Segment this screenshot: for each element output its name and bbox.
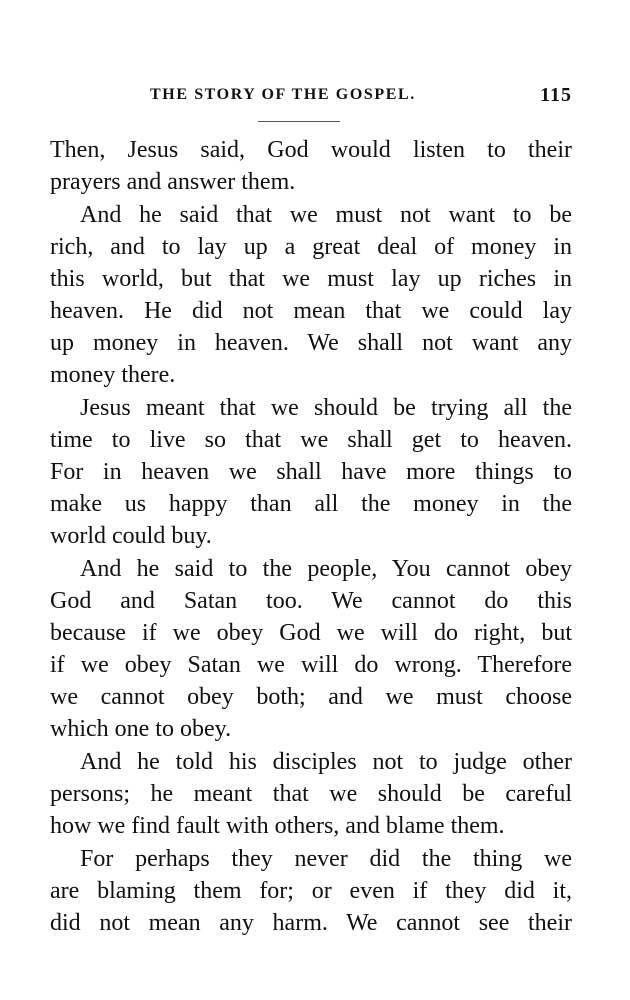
- text-line: For perhaps they never did the thing we: [80, 846, 572, 872]
- text-line: up money in heaven. We shall not want any: [50, 330, 572, 356]
- text-line: prayers and answer them.: [50, 169, 296, 195]
- text-line: money there.: [50, 362, 176, 388]
- text-line: rich, and to lay up a great deal of money in: [50, 234, 572, 260]
- text-line: And he said that we must not want to be: [80, 202, 572, 228]
- text-line: world could buy.: [50, 523, 212, 549]
- text-line: how we find fault with others, and blame them.: [50, 813, 505, 839]
- text-line: Jesus meant that we should be trying all the: [80, 395, 572, 421]
- text-line: because if we obey God we will do right, but: [50, 620, 572, 646]
- text-line: persons; he meant that we should be careful: [50, 781, 572, 807]
- text-line: are blaming them for; or even if they did it,: [50, 878, 572, 904]
- text-line: make us happy than all the money in the: [50, 491, 572, 517]
- text-line: God and Satan too. We cannot do this: [50, 588, 572, 614]
- text-line: if we obey Satan we will do wrong. Therefore: [50, 652, 572, 678]
- text-line: time to live so that we shall get to heaven.: [50, 427, 572, 453]
- text-line: heaven. He did not mean that we could lay: [50, 298, 572, 324]
- text-line: which one to obey.: [50, 716, 232, 742]
- text-line: did not mean any harm. We cannot see their: [50, 910, 572, 936]
- header-rule: [258, 121, 340, 122]
- text-line: Then, Jesus said, God would listen to their: [50, 137, 572, 163]
- page-number: 115: [540, 84, 572, 106]
- text-line: this world, but that we must lay up riches in: [50, 266, 572, 292]
- text-line: For in heaven we shall have more things to: [50, 459, 572, 485]
- body-text: [50, 134, 572, 939]
- text-line: And he said to the people, You cannot obey: [80, 556, 572, 582]
- text-line: we cannot obey both; and we must choose: [50, 684, 572, 710]
- text-line: And he told his disciples not to judge other: [80, 749, 572, 775]
- running-title: THE STORY OF THE GOSPEL.: [150, 86, 416, 103]
- running-head: [150, 86, 580, 112]
